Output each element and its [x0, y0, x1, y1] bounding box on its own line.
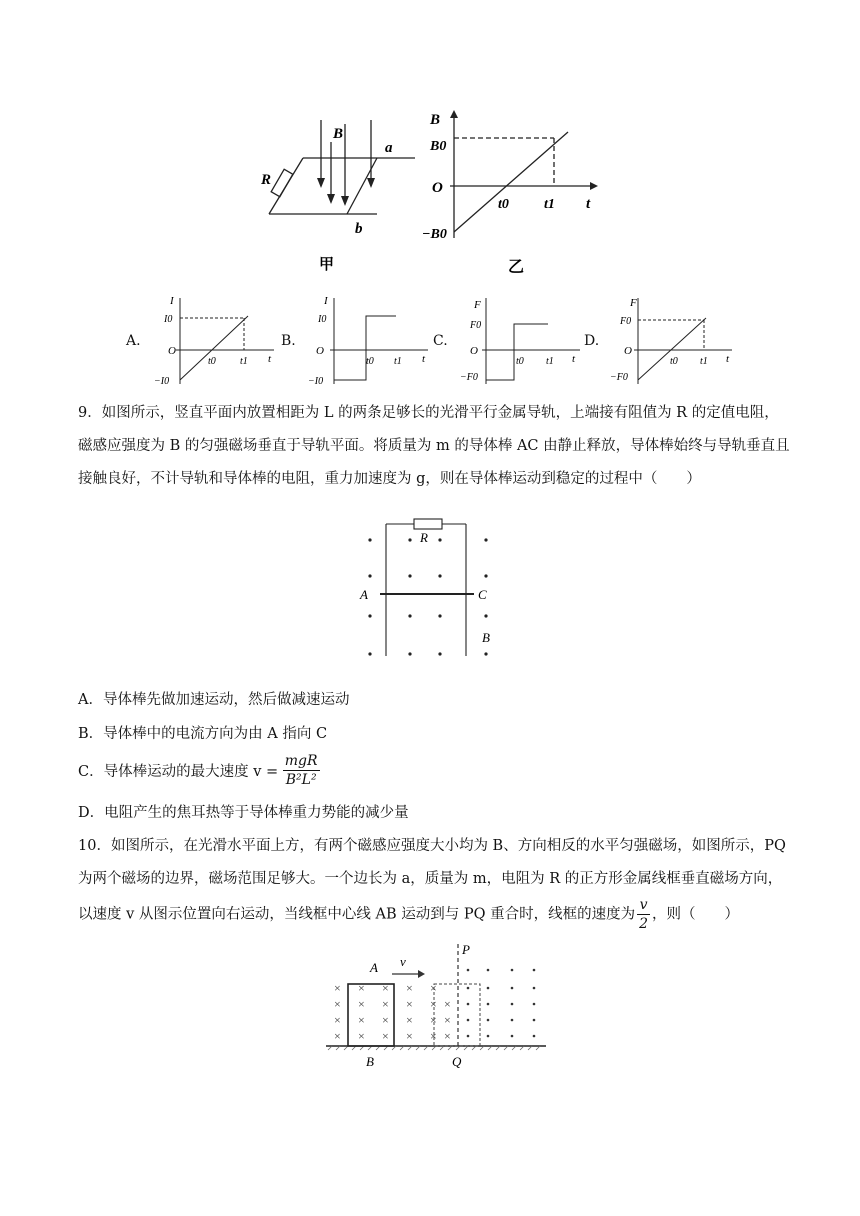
C-bottom: −F0: [460, 372, 478, 383]
label-b: b: [355, 221, 363, 237]
q9-option-C[interactable]: [78, 752, 320, 789]
svg-text:×: ×: [406, 1029, 413, 1043]
q10-frac-num: v: [637, 896, 650, 915]
axis-y-B: B: [430, 112, 441, 128]
B-origin: O: [316, 345, 324, 357]
svg-text:×: ×: [334, 1013, 341, 1027]
q9-option-D[interactable]: D．电阻产生的焦耳热等于导体棒重力势能的减少量: [78, 805, 409, 821]
B-bottom: −I0: [308, 376, 324, 387]
B-top: I0: [318, 314, 327, 325]
svg-text:×: ×: [358, 1013, 365, 1027]
A-t: t: [268, 353, 272, 365]
q10-label-B: B: [366, 1054, 374, 1069]
D-t0: t0: [670, 356, 678, 367]
option-A-letter[interactable]: A.: [126, 333, 141, 349]
option-A-graph: [150, 292, 280, 390]
q9-option-B[interactable]: B．导体棒中的电流方向为由 A 指向 C: [78, 726, 328, 742]
q10-stem: [78, 830, 790, 933]
svg-text:×: ×: [382, 1029, 389, 1043]
q9-option-A[interactable]: A．导体棒先做加速运动，然后做减速运动: [78, 692, 350, 708]
svg-text:×: ×: [382, 981, 389, 995]
label-negB0: −B0: [422, 227, 447, 242]
option-D-letter[interactable]: D.: [584, 333, 600, 349]
svg-text:×: ×: [430, 1013, 437, 1027]
A-t0: t0: [208, 356, 216, 367]
label-B0: B0: [430, 139, 447, 154]
figure-yi: [420, 108, 610, 276]
label-t0: t0: [498, 197, 509, 212]
option-D-graph: [608, 292, 738, 390]
D-bottom: −F0: [610, 372, 628, 383]
q10-label-Q: Q: [452, 1054, 462, 1069]
q10-frac-den: 2: [639, 916, 649, 932]
option-C-letter[interactable]: C.: [433, 333, 448, 349]
figure-jia: [255, 112, 435, 272]
C-t1: t1: [546, 356, 554, 367]
option-C-graph: [456, 292, 586, 390]
D-origin: O: [624, 345, 632, 357]
q10-figure: [322, 940, 552, 1070]
B-t0: t0: [366, 356, 374, 367]
caption-jia: 甲: [319, 257, 335, 272]
label-O: O: [432, 180, 443, 196]
svg-text:×: ×: [444, 1029, 451, 1043]
label-t1: t1: [544, 197, 555, 212]
option-B-letter[interactable]: B.: [281, 333, 296, 349]
svg-text:×: ×: [444, 1013, 451, 1027]
option-B-graph: [304, 292, 434, 390]
A-bottom: −I0: [154, 376, 170, 387]
B-t1: t1: [394, 356, 402, 367]
A-top: I0: [164, 314, 173, 325]
svg-text:×: ×: [406, 997, 413, 1011]
C-t0: t0: [516, 356, 524, 367]
q10-fraction: [637, 896, 650, 933]
q9-stem: 9．如图所示，竖直平面内放置相距为 L 的两条足够长的光滑平行金属导轨，上端接有阻值为 R 的定值电阻，磁感应强度为 B 的匀强磁场垂直于导轨平面。将质量为 m 的导体棒 AC 由静止释放，导体棒始终与导轨垂直且接触良好，不计导轨和导体棒的电阻，重力加速度为 g，则在导体棒运动到稳定的过程中（ ）: [78, 405, 790, 487]
svg-text:×: ×: [430, 997, 437, 1011]
svg-text:×: ×: [430, 981, 437, 995]
svg-text:×: ×: [358, 1029, 365, 1043]
q10-label-v: v: [400, 954, 406, 969]
D-t1: t1: [700, 356, 708, 367]
q9-label-R: R: [420, 530, 428, 545]
svg-text:×: ×: [406, 981, 413, 995]
svg-text:×: ×: [334, 1029, 341, 1043]
svg-text:×: ×: [382, 1013, 389, 1027]
C-t: t: [572, 353, 576, 365]
C-yaxis: F: [474, 299, 481, 311]
q9-option-C-numerator: mgR: [284, 753, 318, 769]
svg-text:×: ×: [358, 981, 365, 995]
q10-label-A: A: [370, 960, 378, 975]
A-yaxis: I: [170, 295, 174, 307]
q10-stem-end: ，则（ ）: [652, 906, 740, 923]
q9-option-C-denominator: B²L²: [285, 772, 317, 788]
svg-text:×: ×: [430, 1029, 437, 1043]
label-a: a: [385, 140, 393, 156]
svg-text:×: ×: [358, 997, 365, 1011]
label-R: R: [261, 172, 272, 188]
C-top: F0: [470, 320, 482, 331]
axis-x-t: t: [586, 196, 591, 212]
D-top: F0: [620, 316, 632, 327]
q9-label-B: B: [482, 630, 490, 645]
q10-label-P: P: [462, 942, 470, 957]
D-yaxis: F: [630, 297, 637, 309]
caption-yi: 乙: [508, 259, 525, 276]
svg-text:×: ×: [444, 997, 451, 1011]
svg-text:×: ×: [406, 1013, 413, 1027]
q9-label-A: A: [360, 587, 368, 602]
svg-text:×: ×: [382, 997, 389, 1011]
C-origin: O: [470, 345, 478, 357]
q9-figure: [350, 510, 520, 662]
B-t: t: [422, 353, 426, 365]
svg-text:×: ×: [334, 997, 341, 1011]
D-t: t: [726, 353, 730, 365]
q9-label-C: C: [478, 587, 487, 602]
q9-option-C-fraction: [283, 752, 320, 789]
A-t1: t1: [240, 356, 248, 367]
label-B: B: [333, 126, 344, 142]
B-yaxis: I: [324, 295, 328, 307]
q9-option-C-prefix: C．导体棒运动的最大速度 v =: [78, 764, 279, 780]
svg-text:×: ×: [334, 981, 341, 995]
A-origin: O: [168, 345, 176, 357]
q10-stem-text: 10．如图所示，在光滑水平面上方，有两个磁感应强度大小均为 B、方向相反的水平匀强磁场，如图所示，PQ 为两个磁场的边界，磁场范围足够大。一个边长为 a，质量为 m，电阻为 R 的正方形金属线框垂直磁场方向，以速度 v 从图示位置向右运动，当线框中心线 AB 运动到与 PQ 重合时，线框的速度为: [78, 838, 786, 923]
